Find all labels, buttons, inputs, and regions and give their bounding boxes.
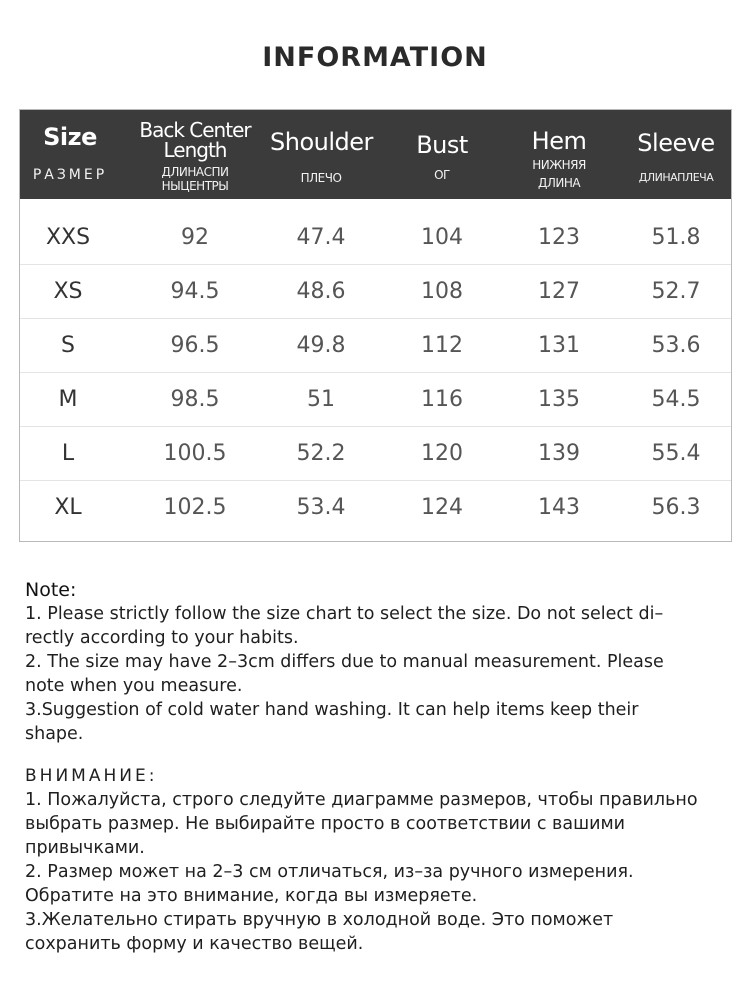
cell-shoulder: 48.6 <box>296 279 346 304</box>
cell-sleeve: 53.6 <box>651 333 701 358</box>
table-row <box>20 265 731 319</box>
header-sleeve <box>606 110 746 199</box>
header-size <box>20 110 120 199</box>
cell-size: M <box>58 387 78 412</box>
note-line: 2. The size may have 2–3cm differs due to manual measurement. Please <box>25 652 664 672</box>
cell-back-length: 94.5 <box>170 279 220 304</box>
cell-hem: 123 <box>538 225 580 250</box>
cell-shoulder: 49.8 <box>296 333 346 358</box>
cell-sleeve: 55.4 <box>651 441 701 466</box>
header-shoulder-sub: ПЛЕЧО <box>300 171 342 185</box>
note-ru-line: выбрать размер. Не выбирайте просто в соответствии с вашими <box>25 814 626 834</box>
cell-sleeve: 52.7 <box>651 279 701 304</box>
header-hem <box>512 110 606 199</box>
cell-hem: 135 <box>538 387 580 412</box>
header-bust-label: Bust <box>416 131 468 159</box>
cell-shoulder: 47.4 <box>296 225 346 250</box>
note-ru-line: 1. Пожалуйста, строго следуйте диаграмме размеров, чтобы правильно <box>25 790 698 810</box>
cell-back-length: 92 <box>181 225 209 250</box>
cell-bust: 124 <box>421 495 463 520</box>
header-back-length-sub1: ДЛИНАСПИ <box>161 165 229 179</box>
note-ru-line: 2. Размер может на 2–3 см отличаться, из–за ручного измерения. <box>25 862 634 882</box>
cell-back-length: 96.5 <box>170 333 220 358</box>
note-ru-line: привычками. <box>25 838 145 858</box>
table-row <box>20 319 731 373</box>
table-row <box>20 211 731 265</box>
cell-back-length: 98.5 <box>170 387 220 412</box>
header-back-length-sub2: НЫЦЕНТРЫ <box>161 179 229 193</box>
cell-bust: 108 <box>421 279 463 304</box>
header-bust-sub: ОГ <box>434 168 450 182</box>
table-row <box>20 481 731 535</box>
header-bust <box>372 110 512 199</box>
table-row <box>20 373 731 427</box>
cell-back-length: 100.5 <box>163 441 227 466</box>
header-hem-sub1: НИЖНЯЯ <box>532 158 586 172</box>
cell-hem: 127 <box>538 279 580 304</box>
cell-hem: 139 <box>538 441 580 466</box>
cell-size: L <box>61 441 75 466</box>
cell-bust: 104 <box>421 225 463 250</box>
size-table <box>19 109 732 542</box>
cell-sleeve: 51.8 <box>651 225 701 250</box>
header-back-length-line2: Length <box>163 138 227 162</box>
cell-sleeve: 54.5 <box>651 387 701 412</box>
header-shoulder-label: Shoulder <box>270 128 373 156</box>
page-title: INFORMATION <box>262 42 488 73</box>
note-line: 3.Suggestion of cold water hand washing. It can help items keep their <box>25 700 639 720</box>
cell-shoulder: 52.2 <box>296 441 346 466</box>
cell-bust: 116 <box>421 387 463 412</box>
cell-hem: 131 <box>538 333 580 358</box>
header-sleeve-sub: ДЛИНАПЛЕЧА <box>638 171 714 184</box>
notes-section <box>25 578 730 956</box>
cell-shoulder: 51 <box>307 387 335 412</box>
cell-hem: 143 <box>538 495 580 520</box>
cell-bust: 120 <box>421 441 463 466</box>
cell-sleeve: 56.3 <box>651 495 701 520</box>
cell-size: XL <box>54 495 82 520</box>
cell-bust: 112 <box>421 333 463 358</box>
cell-back-length: 102.5 <box>163 495 227 520</box>
table-row <box>20 427 731 481</box>
cell-shoulder: 53.4 <box>296 495 346 520</box>
header-back-length <box>120 110 270 199</box>
note-ru-heading: ВНИМАНИЕ: <box>25 766 158 786</box>
note-line: rectly according to your habits. <box>25 628 299 648</box>
header-hem-label: Hem <box>531 127 587 155</box>
header-size-label: Size <box>43 123 97 151</box>
header-shoulder <box>270 110 372 199</box>
note-ru-line: 3.Желательно стирать вручную в холодной воде. Это поможет <box>25 910 614 930</box>
note-line: note when you measure. <box>25 676 243 696</box>
header-sleeve-label: Sleeve <box>637 129 715 157</box>
table-header <box>20 110 731 199</box>
cell-size: XXS <box>45 225 91 250</box>
cell-size: S <box>61 333 75 358</box>
header-back-length-line1: Back Center <box>139 118 251 142</box>
header-size-sub: РАЗМЕР <box>32 167 108 183</box>
note-line: shape. <box>25 724 84 744</box>
note-line: 1. Please strictly follow the size chart to select the size. Do not select di– <box>25 604 664 624</box>
note-ru-line: сохранить форму и качество вещей. <box>25 934 364 954</box>
header-hem-sub2: ДЛИНА <box>537 176 581 190</box>
note-ru-line: Обратите на это внимание, когда вы измеряете. <box>25 886 478 906</box>
cell-size: XS <box>53 279 83 304</box>
note-heading: Note: <box>25 579 77 601</box>
